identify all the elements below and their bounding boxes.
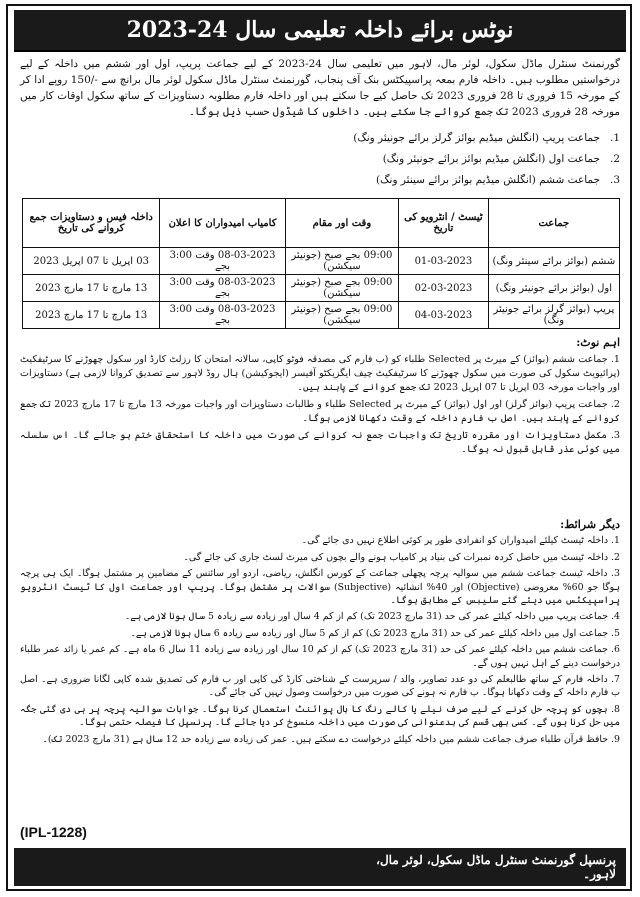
cell-fee-date: 13 مارچ تا 17 مارچ 2023 (23, 275, 160, 302)
cell-fee-date: 13 مارچ تا 17 مارچ 2023 (23, 302, 160, 329)
note-item: 1. جماعت ششم (بوائز) کے میرٹ پر Selected طلباء کو (ب فارم کی مصدقہ فوٹو کاپی، سالانہ امتحان کا رزلٹ کارڈ اور سکول چھوڑنے کا سرٹیفکیٹ (پرائیویٹ سکول کی صورت میں سکول چھوڑنے کا سرٹیفکیٹ چیف ایگزیکٹو آفیسر (ایجوکیشن) ہال روڈ لاہور سے تصدیق کروانا لازمی ہے) دستاویزات اور واجبات مورخہ 03 اپریل تا 07 اپریل 2023 تک جمع کروانے کے پابند ہیں۔ (20, 354, 620, 393)
table-row (23, 275, 620, 302)
header-time-venue: وقت اور مقام (285, 199, 398, 248)
cell-class: پریپ (بوائز گرلز برائے جونیئر ونگ) (488, 302, 619, 329)
condition-item: 1. داخلہ ٹیسٹ کیلئے امیدواران کو انفرادی طور پر کوئی اطلاع نہیں دی جائے گی۔ (301, 535, 620, 547)
condition-item: 5. جماعت اول میں داخلہ کیلئے عمر کی حد (31 مارچ 2023 تک) کم از کم 5 سال اور زیادہ سے زیادہ 6 سال ہونا لازمی ہے۔ (130, 627, 620, 639)
cell-class: اول (بوائز برائے جونیئر ونگ) (488, 275, 619, 302)
cell-time-venue: 09:00 بجے صبح (جونیئر سیکشن) (285, 275, 398, 302)
condition-item: 6. جماعت ششم میں داخلہ کیلئے عمر کی حد (31 مارچ 2023 تک) کم از کم 10 سال اور زیادہ سے زیادہ 11 سال 6 ماہ ہے۔ کم عمر یا زائد عمر طلباء درخواست دینے کے اہل نہیں ہوں گے۔ (20, 644, 621, 669)
header-result: کامیاب امیدواران کا اعلان (160, 199, 285, 248)
class-item (20, 128, 620, 149)
class-number: 2. (609, 153, 620, 165)
notice-title-bar (14, 10, 626, 52)
schedule-table (22, 198, 620, 329)
conditions-heading: دیگر شرائط: (560, 518, 620, 531)
class-text: جماعت ششم (انگلش میڈیم بوائز برائے سینئر ونگ) (376, 174, 600, 186)
cell-test-date: 01-03-2023 (399, 248, 489, 275)
condition-item: 3. داخلہ ٹیسٹ جماعت ششم میں سوالیہ پرچہ پچھلی جماعت کے کورس انگلش، ریاضی، اردو اور سائنس کے مضامین پر مشتمل ہوگا۔ ایک ہی پرچہ ہوگا جو 60% معروضی (Objective) اور 40% انشائیہ (Subjective) سوالات پر مشتمل ہوگا۔ پریپ اور جماعت اول کا ٹیسٹ انٹرویو پراسپیکٹس میں دیئے گئے سلیبس کے مطابق ہوگا۔ (20, 568, 620, 607)
table-row (23, 302, 620, 329)
ipl-code: (IPL-1228) (20, 824, 87, 840)
cell-result: 08-03-2023 وقت 3:00 بجے (160, 302, 285, 329)
class-number: 1. (609, 132, 620, 144)
condition-item: 4. جماعت پریپ میں داخلہ کیلئے عمر کی حد (31 مارچ 2023 تک) کم از کم 4 سال اور زیادہ سے زیادہ 5 سال ہونا لازمی ہے۔ (124, 611, 620, 623)
class-item (20, 149, 620, 170)
class-item (20, 170, 620, 191)
condition-item: 9. حافظ قرآن طلباء صرف جماعت ششم میں داخلہ کیلئے درخواست دے سکتے ہیں۔ عمر کی زیادہ سے زیادہ حد 12 سال ہے (31 مارچ 2023 تک)۔ (42, 733, 620, 745)
footer-line2: لاہور۔ (583, 867, 616, 881)
conditions-section (20, 518, 620, 749)
note-item: 2. جماعت پریپ (بوائز گرلز) اور اول (بوائز) کے میرٹ پر Selected طلباء و طالبات دستاویزات اور واجبات مورخہ 13 مارچ تا 17 مارچ 2023 تک جمع کروانے کے پابند ہیں۔ اصل ب فارم داخلہ کے وقت دکھانا لازمی ہوگا۔ (20, 399, 620, 424)
table-header-row (23, 199, 620, 248)
condition-item: 7. داخلہ فارم کے ساتھ طالبعلم کی دو عدد تصاویر، والد / سرپرست کے شناختی کارڈ کی کاپی اور ب فارم کی تصدیق شدہ کاپی لگانا ضروری ہے۔ اصل ب فارم داخلہ کے وقت دکھانا ہوگا۔ ب فارم نہ ہونے کی صورت میں درخواست وصول نہیں کی جائے گی۔ (20, 674, 620, 699)
notes-section (20, 336, 620, 460)
class-text: جماعت پریپ (انگلش میڈیم بوائز گرلز برائے جونیئر ونگ) (353, 132, 600, 144)
class-list (20, 128, 620, 191)
cell-result: 08-03-2023 وقت 3:00 بجے (160, 248, 285, 275)
class-number: 3. (609, 174, 620, 186)
cell-class: ششم (بوائز برائے سینئر ونگ) (488, 248, 619, 275)
footer-line1: پرنسپل گورنمنٹ سنٹرل ماڈل سکول، لوئر مال، (376, 853, 616, 867)
cell-test-date: 02-03-2023 (399, 275, 489, 302)
cell-time-venue: 09:00 بجے صبح (جونیئر سیکشن) (285, 248, 398, 275)
header-fee-date: داخلہ فیس و دستاویزات جمع کروانے کی تاریخ (23, 199, 160, 248)
header-class: جماعت (488, 199, 619, 248)
class-text: جماعت اول (انگلش میڈیم بوائز برائے جونیئر ونگ) (382, 153, 600, 165)
cell-time-venue: 09:00 بجے صبح (جونیئر سیکشن) (285, 302, 398, 329)
cell-fee-date: 03 اپریل تا 07 اپریل 2023 (23, 248, 160, 275)
table-row (23, 248, 620, 275)
condition-item: 2. داخلہ ٹیسٹ میں حاصل کردہ نمبرات کی بنیاد پر کامیاب ہونے والے بچوں کی میرٹ لسٹ جاری کی جائے گی۔ (183, 551, 620, 563)
notice-title: نوٹس برائے داخلہ تعلیمی سال 24-2023 (126, 17, 514, 43)
footer-bar (14, 848, 626, 886)
intro-paragraph: گورنمنٹ سنٹرل ماڈل سکول، لوئر مال، لاہور میں تعلیمی سال 24-2023 کے لیے جماعت پریپ، اول اور ششم میں داخلہ کے لیے درخواستیں مطلوب ہیں۔ داخلہ فارم بمعہ پراسپیکٹس بنک آف پنجاب، گورنمنٹ سنٹرل ماڈل سکول لوئر مال برانچ سے -/150 روپے ادا کر کے مورخہ 15 فروری تا 28 فروری 2023 تک حاصل کیے جا سکتے ہیں اور داخلہ فارم مطلوبہ دستاویزات کے ساتھ سکول اوقات کار میں مورخہ 28 فروری 2023 تک جمع کروائے جا سکتے ہیں۔ داخلوں کا شیڈول حسب ذیل ہوگا۔ (20, 58, 621, 118)
cell-result: 08-03-2023 وقت 3:00 بجے (160, 275, 285, 302)
header-test-date: ٹیسٹ / انٹرویو کی تاریخ (399, 199, 489, 248)
note-item: 3. مکمل دستاویزات اور مقررہ تاریخ تک واجبات جمع نہ کروانے کی صورت میں داخلہ کا استحقاق ختم ہو جائے گا۔ اس سلسلہ میں کوئی عذر قابل قبول نہ ہوگا۔ (20, 430, 620, 455)
notes-heading: اہم نوٹ: (576, 336, 620, 349)
cell-test-date: 04-03-2023 (399, 302, 489, 329)
condition-item: 8. بچوں کو پرچہ حل کرنے کے لیے صرف نیلے یا کالے رنگ کا بال پوائنٹ استعمال کرنا ہوگا۔ جوابات سوالیہ پرچہ پر ہی دی گئی جگہ میں حل کرنا ہوں گے۔ کسی بھی قسم کی بدعنوانی کی صورت میں داخلہ منسوخ کر دیا جائے گا۔ پرنسپل کا فیصلہ حتمی ہوگا۔ (20, 703, 620, 729)
